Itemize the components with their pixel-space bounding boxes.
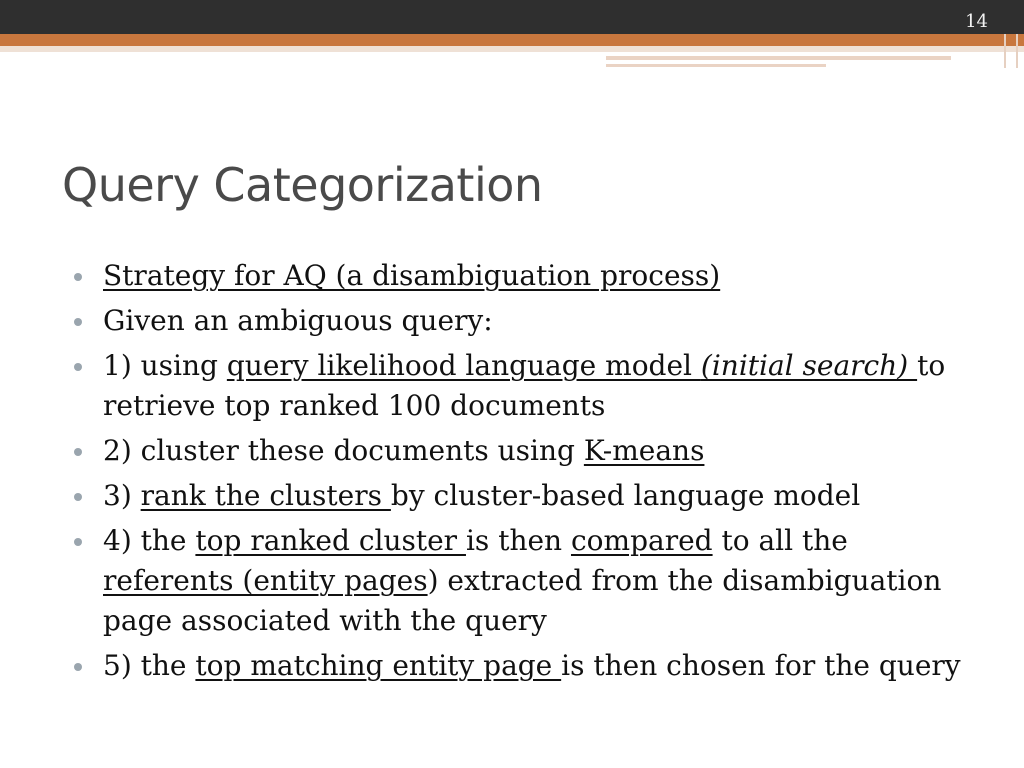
- bullet-item: [72, 646, 972, 686]
- bullet-text: to retrieve top ranked 100 documents: [103, 349, 946, 422]
- bullet-item: [72, 521, 972, 641]
- bullet-text: to all the: [712, 524, 848, 557]
- bullet-text: 3): [103, 479, 141, 512]
- bullet-dot-icon: [74, 493, 82, 501]
- page-number: 14: [965, 11, 988, 32]
- underlined-text: query likelihood language model: [226, 349, 701, 382]
- bullet-text: is then chosen for the query: [561, 649, 961, 682]
- bullet-dot-icon: [74, 363, 82, 371]
- bullet-item: [72, 346, 972, 426]
- header-accent-bar: [0, 34, 1024, 46]
- bullet-dot-icon: [74, 448, 82, 456]
- header-decoration-line: [606, 64, 826, 67]
- bullet-dot-icon: [74, 538, 82, 546]
- underlined-text: referents (entity pages: [103, 564, 428, 597]
- bullet-item: [72, 301, 972, 341]
- bullet-item: [72, 256, 972, 296]
- bullet-dot-icon: [74, 273, 82, 281]
- bullet-dot-icon: [74, 318, 82, 326]
- bullet-item: [72, 476, 972, 516]
- header-decoration-line: [606, 56, 951, 60]
- bullet-text: 1) using: [103, 349, 227, 382]
- bullet-text: 2) cluster these documents using: [103, 434, 584, 467]
- bullet-text: 4) the: [103, 524, 196, 557]
- bullet-dot-icon: [74, 663, 82, 671]
- header-decoration-vline: [1004, 34, 1006, 68]
- slide-title: Query Categorization: [62, 158, 543, 212]
- bullet-text: is then: [465, 524, 571, 557]
- header-light-bar: [0, 46, 1024, 52]
- underlined-text: Strategy for AQ (a disambiguation process): [103, 259, 721, 292]
- bullet-item: [72, 431, 972, 471]
- bullet-text: 5) the: [103, 649, 196, 682]
- bullet-text: Given an ambiguous query:: [103, 304, 493, 337]
- underlined-text: compared: [570, 524, 713, 557]
- underlined-text: K-means: [583, 434, 705, 467]
- bullet-list: [72, 256, 972, 691]
- underlined-text: (initial search): [700, 349, 918, 382]
- header-decoration-vline: [1016, 34, 1018, 68]
- underlined-text: top matching entity page: [195, 649, 562, 682]
- bullet-text: ) extracted from the disambiguation page associated with the query: [103, 564, 942, 637]
- bullet-text: by cluster-based language model: [390, 479, 861, 512]
- underlined-text: rank the clusters: [140, 479, 391, 512]
- underlined-text: top ranked cluster: [195, 524, 466, 557]
- header-dark-bar: [0, 0, 1024, 34]
